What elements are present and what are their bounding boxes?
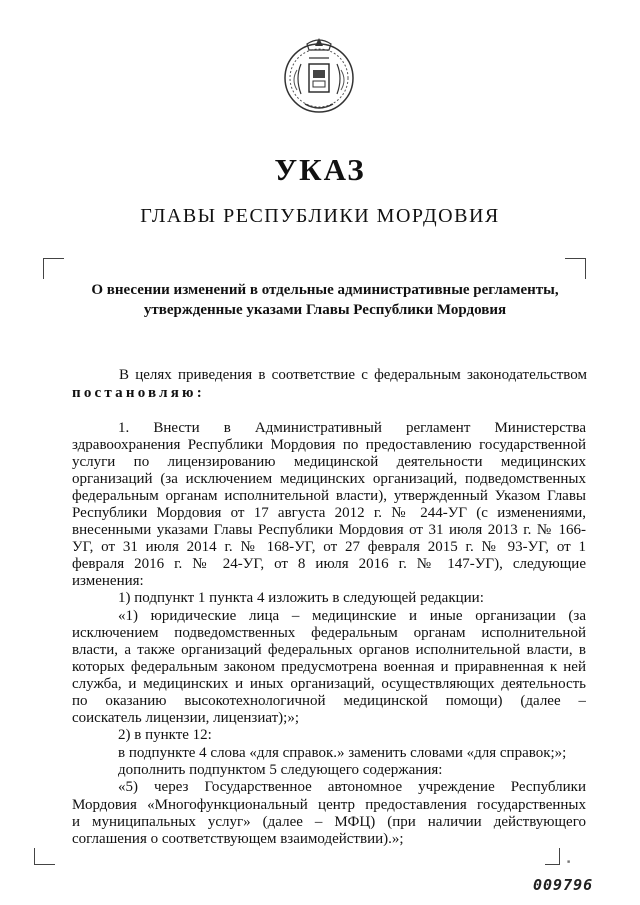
body-line: власти, а также организаций федеральных органов исполнительной власти, в (72, 642, 586, 658)
body-line: федеральным органам исполнительной власти), утвержденный Указом Главы (72, 488, 586, 504)
body-line: УГ, от 31 июля 2014 г. № 168-УГ, от 27 февраля 2015 г. № 93-УГ, от 1 (72, 539, 586, 555)
body-line: 1. Внести в Административный регламент Министерства (118, 420, 586, 436)
document-subtitle: ГЛАВЫ РЕСПУБЛИКИ МОРДОВИЯ (140, 205, 500, 227)
body-line: февраля 2016 г. № 24-УГ, от 8 июля 2016 г. № 147-УГ), следующие (72, 556, 586, 572)
body-line: служба, и медицинских и иных организаций, осуществляющих деятельность (72, 676, 586, 692)
body-line: по оказанию высокотехнологичной медицинской помощи) (далее – (72, 693, 586, 709)
body-line: 2) в пункте 12: (118, 727, 212, 743)
body-line: в подпункте 4 слова «для справок.» заменить словами «для справок;»; (118, 745, 567, 761)
body-line: соискатель лицензии, лицензиат);»; (72, 710, 299, 726)
body-line: организаций (за исключением медицинских организаций, подведомственных (72, 471, 586, 487)
heading-line: О внесении изменений в отдельные административные регламенты, (91, 282, 559, 298)
corner-bracket-top-left (43, 258, 64, 279)
body-line: и муниципальных услуг» (далее – МФЦ) (при наличии действующего (72, 814, 586, 830)
body-line: соглашения о соответствующем взаимодействии).»; (72, 831, 404, 847)
body-line: внесенными указами Главы Республики Мордовия от 31 июля 2013 г. № 166- (72, 522, 586, 538)
corner-bracket-bottom-left (34, 848, 55, 865)
document-number: 009796 (533, 876, 594, 894)
body-line: услуги по лицензированию медицинской деятельности медицинских (72, 454, 586, 470)
body-line: Республики Мордовия от 17 августа 2012 г. № 244-УГ (с изменениями, (72, 505, 586, 521)
body-line: 1) подпункт 1 пункта 4 изложить в следующей редакции: (118, 590, 484, 606)
document-heading (70, 280, 580, 320)
scan-mark: ■ (567, 860, 571, 865)
body-line: «5) через Государственное автономное учреждение Республики (118, 779, 586, 795)
body-line: «1) юридические лица – медицинские и иные организации (за (118, 608, 586, 624)
body-line: исключением подведомственных федеральным органам исполнительной (72, 625, 586, 641)
decree-word: постановляю: (72, 385, 205, 401)
document-title: УКАЗ (274, 152, 366, 187)
coat-of-arms-emblem (279, 34, 359, 118)
corner-bracket-top-right (565, 258, 586, 279)
preamble-line: В целях приведения в соответствие с федеральным законодательством (119, 367, 587, 383)
body-line: Мордовия «Многофункциональный центр предоставления государственных (72, 797, 586, 813)
body-line: дополнить подпунктом 5 следующего содержания: (118, 762, 443, 778)
heading-line: утвержденные указами Главы Республики Мордовия (143, 302, 507, 318)
body-line: которых федеральным законом предусмотрена военная и приравненная к ней (72, 659, 586, 675)
body-line: здравоохранения Республики Мордовия по предоставлению государственной (72, 437, 586, 453)
corner-bracket-bottom-right (545, 848, 560, 865)
body-line: изменения: (72, 573, 144, 589)
